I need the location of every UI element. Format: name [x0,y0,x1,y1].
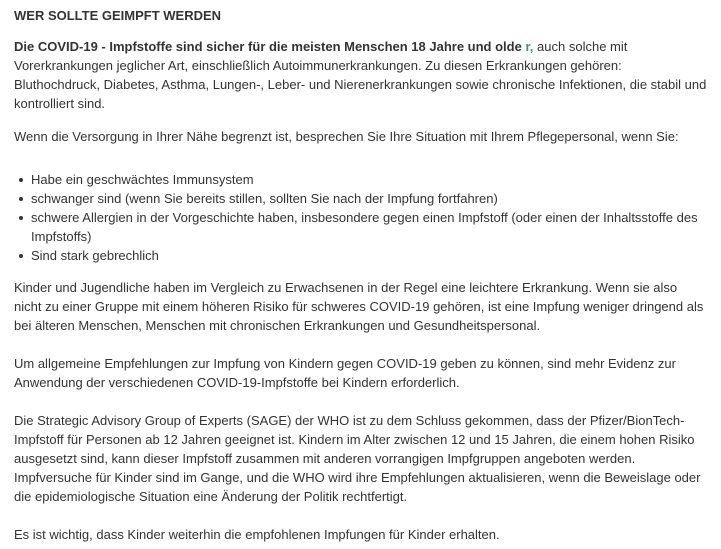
closing-paragraph: Es ist wichtig, dass Kinder weiterhin die empfohlenen Impfungen für Kinder erhalten. [14,527,500,542]
children-paragraph: Kinder und Jugendliche haben im Vergleich zu Erwachsenen in der Regel eine leichtere Erkrankung. Wenn sie also nicht zu einer Gruppe mit einem höheren Risiko für schweres COVID-19 gehören, ist eine Impfung weniger dringend als bei älteren Menschen, Menschen mit chronischen Erkrankungen und Gesundheitspersonal. [14,280,704,333]
sage-paragraph: Die Strategic Advisory Group of Experts (SAGE) der WHO ist zu dem Schluss gekommen, dass der Pfizer/BionTech-Impfstoff für Personen ab 12 Jahren geeignet ist. Kindern im Alter zwischen 12 und 15 Jahren, die einem hohen Risiko ausgesetzt sind, kann dieser Impfstoff zusammen mit anderen vorrangigen Impfgruppen angeboten werden. Impfversuche für Kinder sind im Gange, und die WHO wird ihre Empfehlungen aktualisieren, wenn die Beweislage oder die epidemiologische Situation eine Änderung der Politik rechtfertigt. [14,413,701,504]
intro-paragraph [14,37,708,113]
intro-link[interactable]: r, [525,39,534,54]
intro-rest: auch solche mit Vorerkrankungen jeglicher Art, einschließlich Autoimmunerkrankungen. Zu diesen Erkrankungen gehören: Bluthochdruck, Diabetes, Asthma, Lungen-, Leber- und Nierenerkrankungen sowie chronische Infektionen, die stabil und kontrolliert sind. [14,39,707,111]
page-title: WER SOLLTE GEIMPFT WERDEN [14,8,222,23]
evidence-paragraph: Um allgemeine Empfehlungen zur Impfung von Kindern gegen COVID-19 geben zu können, sind mehr Evidenz zur Anwendung der verschiedenen COVID-19-Impfstoffe bei Kindern erforderlich. [14,356,676,390]
list-item: Sind stark gebrechlich [31,246,708,265]
intro-bold-lead: Die COVID-19 - Impfstoffe sind sicher für die meisten Menschen 18 Jahre und olde [14,39,522,54]
supply-note-paragraph: Wenn die Versorgung in Ihrer Nähe begrenzt ist, besprechen Sie Ihre Situation mit Ihrem Pflegepersonal, wenn Sie: [14,129,679,144]
list-item: schwere Allergien in der Vorgeschichte haben, insbesondere gegen einen Impfstoff (oder einen der Inhaltsstoffe des Impfstoffs) [31,208,708,246]
list-item: schwanger sind (wenn Sie bereits stillen, sollten Sie nach der Impfung fortfahren) [31,189,708,208]
risk-list [14,170,708,265]
list-item: Habe ein geschwächtes Immunsystem [31,170,708,189]
